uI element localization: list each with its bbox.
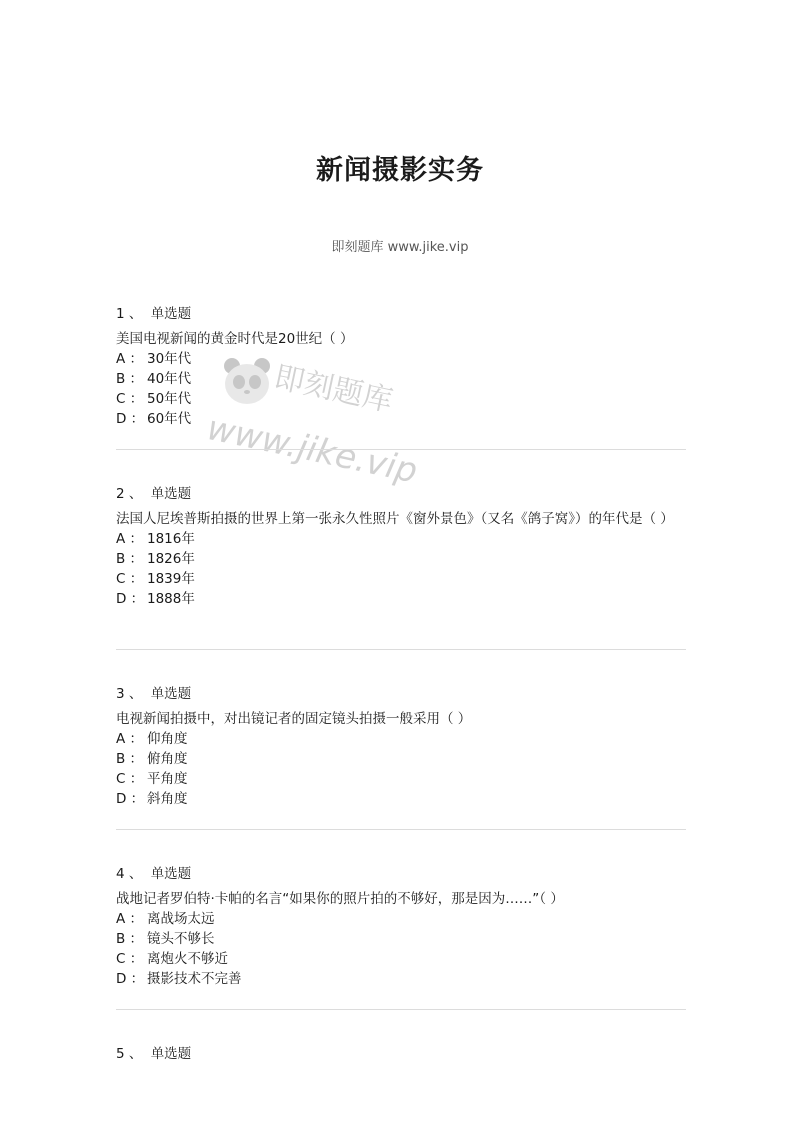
watermark-text: 即刻题库	[271, 359, 396, 420]
question-header	[116, 484, 686, 504]
option-c	[116, 389, 686, 409]
question-number: 4 、	[116, 866, 143, 882]
option-text: 1816年	[147, 531, 195, 547]
option-text: 离战场太远	[147, 911, 215, 927]
option-c	[116, 949, 686, 969]
option-letter: B ：	[116, 931, 144, 947]
option-d	[116, 409, 686, 429]
option-text: 40年代	[147, 371, 192, 387]
option-d	[116, 789, 686, 809]
option-text: 平角度	[147, 771, 188, 787]
option-letter: D ：	[116, 791, 145, 807]
question-5	[116, 1044, 686, 1069]
question-stem: 战地记者罗伯特·卡帕的名言“如果你的照片拍的不够好，那是因为……”（ ）	[116, 891, 564, 907]
option-letter: B ：	[116, 751, 144, 767]
question-2	[116, 484, 686, 609]
question-divider	[116, 829, 686, 830]
option-letter: A ：	[116, 351, 144, 367]
question-stem: 美国电视新闻的黄金时代是20世纪（ ）	[116, 331, 354, 347]
option-text: 摄影技术不完善	[147, 971, 242, 987]
question-header	[116, 684, 686, 704]
option-letter: A ：	[116, 731, 144, 747]
option-letter: C ：	[116, 771, 144, 787]
option-a	[116, 909, 686, 929]
option-letter: D ：	[116, 411, 145, 427]
question-3	[116, 684, 686, 809]
option-text: 1839年	[147, 571, 195, 587]
question-divider	[116, 449, 686, 450]
option-letter: B ：	[116, 551, 144, 567]
option-letter: C ：	[116, 391, 144, 407]
question-divider	[116, 649, 686, 650]
option-letter: D ：	[116, 971, 145, 987]
option-text: 60年代	[147, 411, 192, 427]
option-text: 50年代	[147, 391, 192, 407]
option-letter: C ：	[116, 571, 144, 587]
option-text: 离炮火不够近	[147, 951, 228, 967]
option-letter: C ：	[116, 951, 144, 967]
option-text: 斜角度	[147, 791, 188, 807]
option-letter: A ：	[116, 911, 144, 927]
option-c	[116, 769, 686, 789]
option-a	[116, 349, 686, 369]
option-text: 镜头不够长	[147, 931, 215, 947]
question-number: 2 、	[116, 486, 143, 502]
document-title: 新闻摄影实务	[316, 155, 484, 186]
question-header	[116, 304, 686, 324]
option-c	[116, 569, 686, 589]
question-type: 单选题	[150, 866, 192, 882]
option-letter: B ：	[116, 371, 144, 387]
question-type: 单选题	[150, 1046, 192, 1062]
document-source: 即刻题库 www.jike.vip	[331, 240, 469, 255]
question-stem: 电视新闻拍摄中，对出镜记者的固定镜头拍摄一般采用（ ）	[116, 711, 472, 727]
option-a	[116, 529, 686, 549]
option-d	[116, 969, 686, 989]
question-number: 1 、	[116, 306, 143, 322]
question-1	[116, 304, 686, 429]
option-b	[116, 549, 686, 569]
option-b	[116, 929, 686, 949]
question-type: 单选题	[150, 306, 192, 322]
question-number: 3 、	[116, 686, 143, 702]
question-divider	[116, 1009, 686, 1010]
option-text: 仰角度	[147, 731, 188, 747]
option-d	[116, 589, 686, 609]
option-text: 1826年	[147, 551, 195, 567]
question-number: 5 、	[116, 1046, 143, 1062]
question-type: 单选题	[150, 486, 192, 502]
question-stem: 法国人尼埃普斯拍摄的世界上第一张永久性照片《窗外景色》（又名《鸽子窝》）的年代是（ ）	[116, 511, 674, 527]
watermark-url: www.jike.vip	[203, 408, 421, 492]
option-letter: A ：	[116, 531, 144, 547]
option-b	[116, 369, 686, 389]
option-text: 1888年	[147, 591, 195, 607]
option-text: 30年代	[147, 351, 192, 367]
question-header	[116, 864, 686, 884]
question-type: 单选题	[150, 686, 192, 702]
question-4	[116, 864, 686, 989]
question-header	[116, 1044, 686, 1064]
option-a	[116, 729, 686, 749]
option-b	[116, 749, 686, 769]
option-letter: D ：	[116, 591, 145, 607]
option-text: 俯角度	[147, 751, 188, 767]
